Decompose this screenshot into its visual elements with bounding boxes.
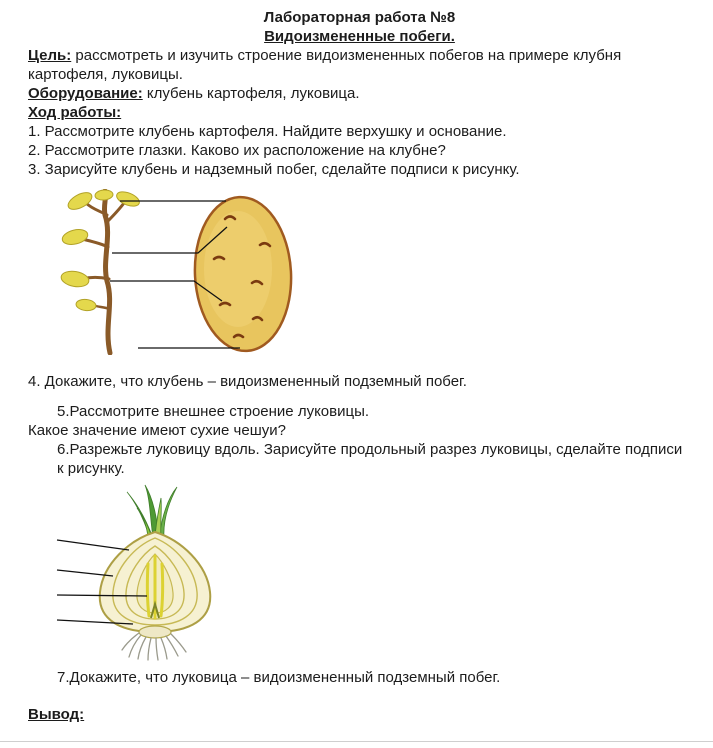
shoot-stem — [82, 191, 124, 353]
step-3: 3. Зарисуйте клубень и надземный побег, сделайте подписи к рисунку. — [28, 161, 520, 178]
page-bottom-edge — [0, 741, 713, 742]
goal-label: Цель: — [28, 47, 72, 64]
conclusion-heading — [28, 705, 691, 724]
step-5: 5.Рассмотрите внешнее строение луковицы. — [57, 403, 370, 420]
tuber-highlight — [204, 211, 272, 327]
onion-bulb-figure — [55, 482, 245, 662]
onion-bulb — [100, 532, 211, 632]
spacer — [28, 687, 691, 705]
doc-subtitle-line — [28, 27, 691, 46]
step-6: 6.Разрежьте луковицу вдоль. Зарисуйте продольный разрез луковицы, сделайте подписи к рисунку. — [57, 441, 683, 477]
onion-leaves — [127, 485, 177, 538]
step-2: 2. Рассмотрите глазки. Каково их расположение на клубне? — [28, 142, 446, 159]
equipment-label: Оборудование: — [28, 85, 143, 102]
step-7: 7.Докажите, что луковица – видоизмененный подземный побег. — [57, 669, 501, 686]
procedure-label: Ход работы: — [28, 104, 122, 121]
spacer — [28, 391, 691, 402]
doc-subtitle: Видоизмененные побеги. — [264, 28, 455, 45]
potato-tuber-figure — [60, 189, 298, 355]
step-5-question: Какое значение имеют сухие чешуи? — [28, 422, 286, 439]
procedure-heading — [28, 103, 691, 122]
step-1: 1. Рассмотрите клубень картофеля. Найдите верхушку и основание. — [28, 123, 507, 140]
step-4: 4. Докажите, что клубень – видоизмененный подземный побег. — [28, 373, 467, 390]
goal-line — [28, 46, 691, 84]
potato-tuber — [191, 195, 295, 354]
shoot-leaves — [60, 189, 141, 312]
doc-title: Лабораторная работа №8 — [263, 9, 456, 26]
conclusion-label: Вывод: — [28, 706, 85, 723]
equipment-text: клубень картофеля, луковица. — [146, 85, 360, 102]
equipment-line — [28, 84, 691, 103]
goal-text: рассмотреть и изучить строение видоизмененных побегов на примере клубня картофеля, луковицы. — [28, 47, 622, 83]
